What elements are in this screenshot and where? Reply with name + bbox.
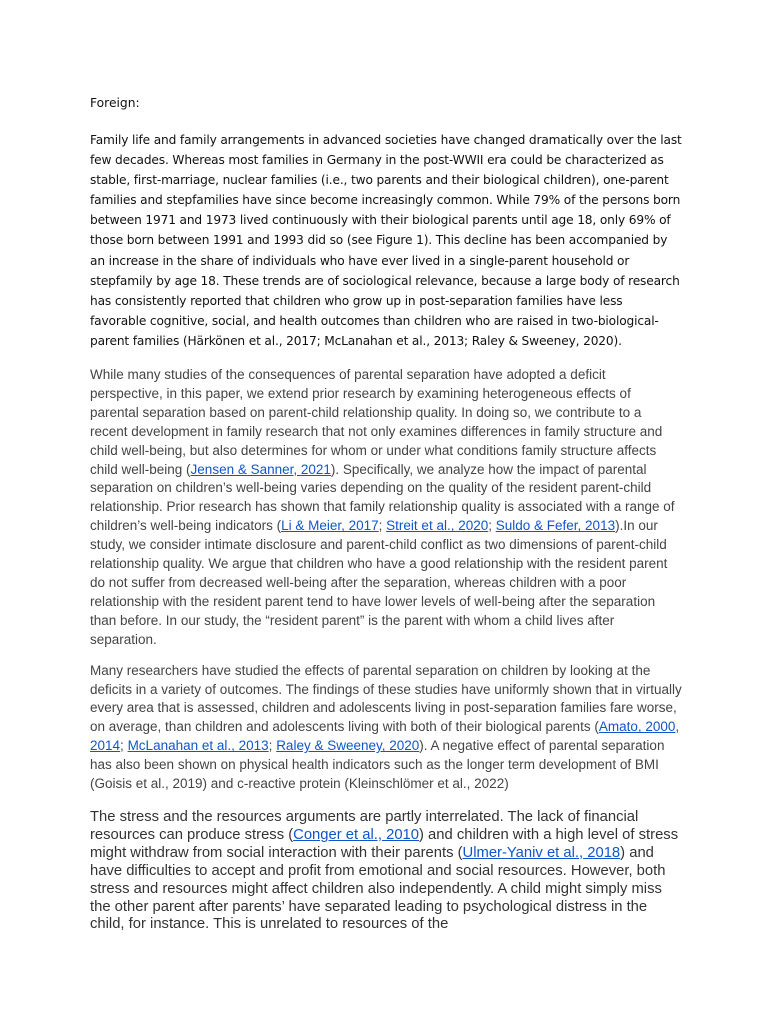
citation-link[interactable]: Li & Meier, 2017 [281, 518, 379, 534]
text-run: ; [488, 518, 496, 534]
text-run: ). Specifically, we analyze how the impact of parental separation on children’s well-being varies depending on the quality of the resident parent-child relationship. Prior research has shown that family relationship quality is associated with a range of children’s well-being indicators ( [90, 461, 675, 534]
citation-link[interactable]: Ulmer-Yaniv et al., 2018 [462, 844, 621, 861]
document-page [90, 93, 682, 934]
text-run: The stress and the resources arguments are partly interrelated. The lack of financial resources can produce stress ( [90, 808, 639, 843]
citation-link[interactable]: Raley & Sweeney, 2020 [276, 738, 420, 754]
citation-link[interactable]: Conger et al., 2010 [293, 826, 420, 843]
paragraph-stress-resources [90, 809, 682, 934]
paragraph-research-findings [90, 662, 682, 794]
paragraph-intro: Family life and family arrangements in advanced societies have changed dramatically over the last few decades. Whereas most families in Germany in the post-WWII era could be characterized as stable, first-marriage, nuclear families (i.e., two parents and their biological children), one-parent families and stepfamilies have since become increasingly common. While 79% of the persons born between 1971 and 1973 lived continuously with their biological parents until age 18, only 69% of those born between 1991 and 1993 did so (see Figure 1). This decline has been accompanied by an increase in the share of individuals who have ever lived in a single-parent household or stepfamily by age 18. These trends are of sociological relevance, because a large body of research has consistently reported that children who grow up in post-separation families have less favorable cognitive, social, and health outcomes than children who are raised in two-biological-parent families (Härkönen et al., 2017; McLanahan et al., 2013; Raley & Sweeney, 2020). [90, 133, 682, 348]
text-run: ). A negative effect of parental separation has also been shown on physical health indicators such as the longer term development of BMI (Goisis et al., 2019) and c-reactive protein (Kleinschlömer et al., 2022) [90, 738, 665, 792]
text-run: While many studies of the consequences of parental separation have adopted a deficit perspective, in this paper, we extend prior research by examining heterogeneous effects of parental separation based on parent-child relationship quality. In doing so, we contribute to a recent development in family research that not only examines differences in family structure and child well-being, but also determines for whom or under what conditions family structure affects child well-being ( [90, 367, 663, 477]
section-heading: Foreign: [90, 96, 140, 110]
citation-link[interactable]: Jensen & Sanner, 2021 [190, 461, 331, 477]
text-run: ; [268, 738, 277, 754]
citation-link[interactable]: Amato, 2000 [598, 719, 676, 735]
citation-link[interactable]: Suldo & Fefer, 2013 [495, 518, 616, 534]
text-run: ; [120, 738, 128, 754]
text-run: ).In our study, we consider intimate disclosure and parent-child conflict as two dimensions of parent-child relationship quality. We argue that children who have a good relationship with the resident parent do not suffer from decreased well-being after the separation, whereas children with a poor relationship with the resident parent tend to have lower levels of well-being after the separation than before. In our study, the “resident parent” is the parent with whom a child lives after separation. [90, 518, 668, 647]
text-run: ; [378, 518, 387, 534]
paragraph-deficit-perspective [90, 366, 682, 650]
text-run: ) and children with a high level of stress might withdraw from social interaction with their parents ( [90, 826, 679, 861]
citation-link[interactable]: McLanahan et al., 2013 [127, 738, 269, 754]
text-run: ) and have difficulties to accept and profit from emotional and social resources. However, both stress and resources might affect children also independently. A child might simply miss the other parent after parents’ have separated leading to psychological distress in the child, for instance. This is unrelated to resources of the [90, 844, 666, 933]
text-run: , [675, 719, 680, 735]
citation-link[interactable]: 2014 [90, 738, 121, 754]
text-run: Many researchers have studied the effects of parental separation on children by looking at the deficits in a variety of outcomes. The findings of these studies have uniformly shown that in virtually every area that is assessed, children and adolescents living in post-separation families fare worse, on average, than children and adolescents living with both of their biological parents ( [90, 662, 682, 735]
citation-link[interactable]: Streit et al., 2020 [386, 518, 489, 534]
